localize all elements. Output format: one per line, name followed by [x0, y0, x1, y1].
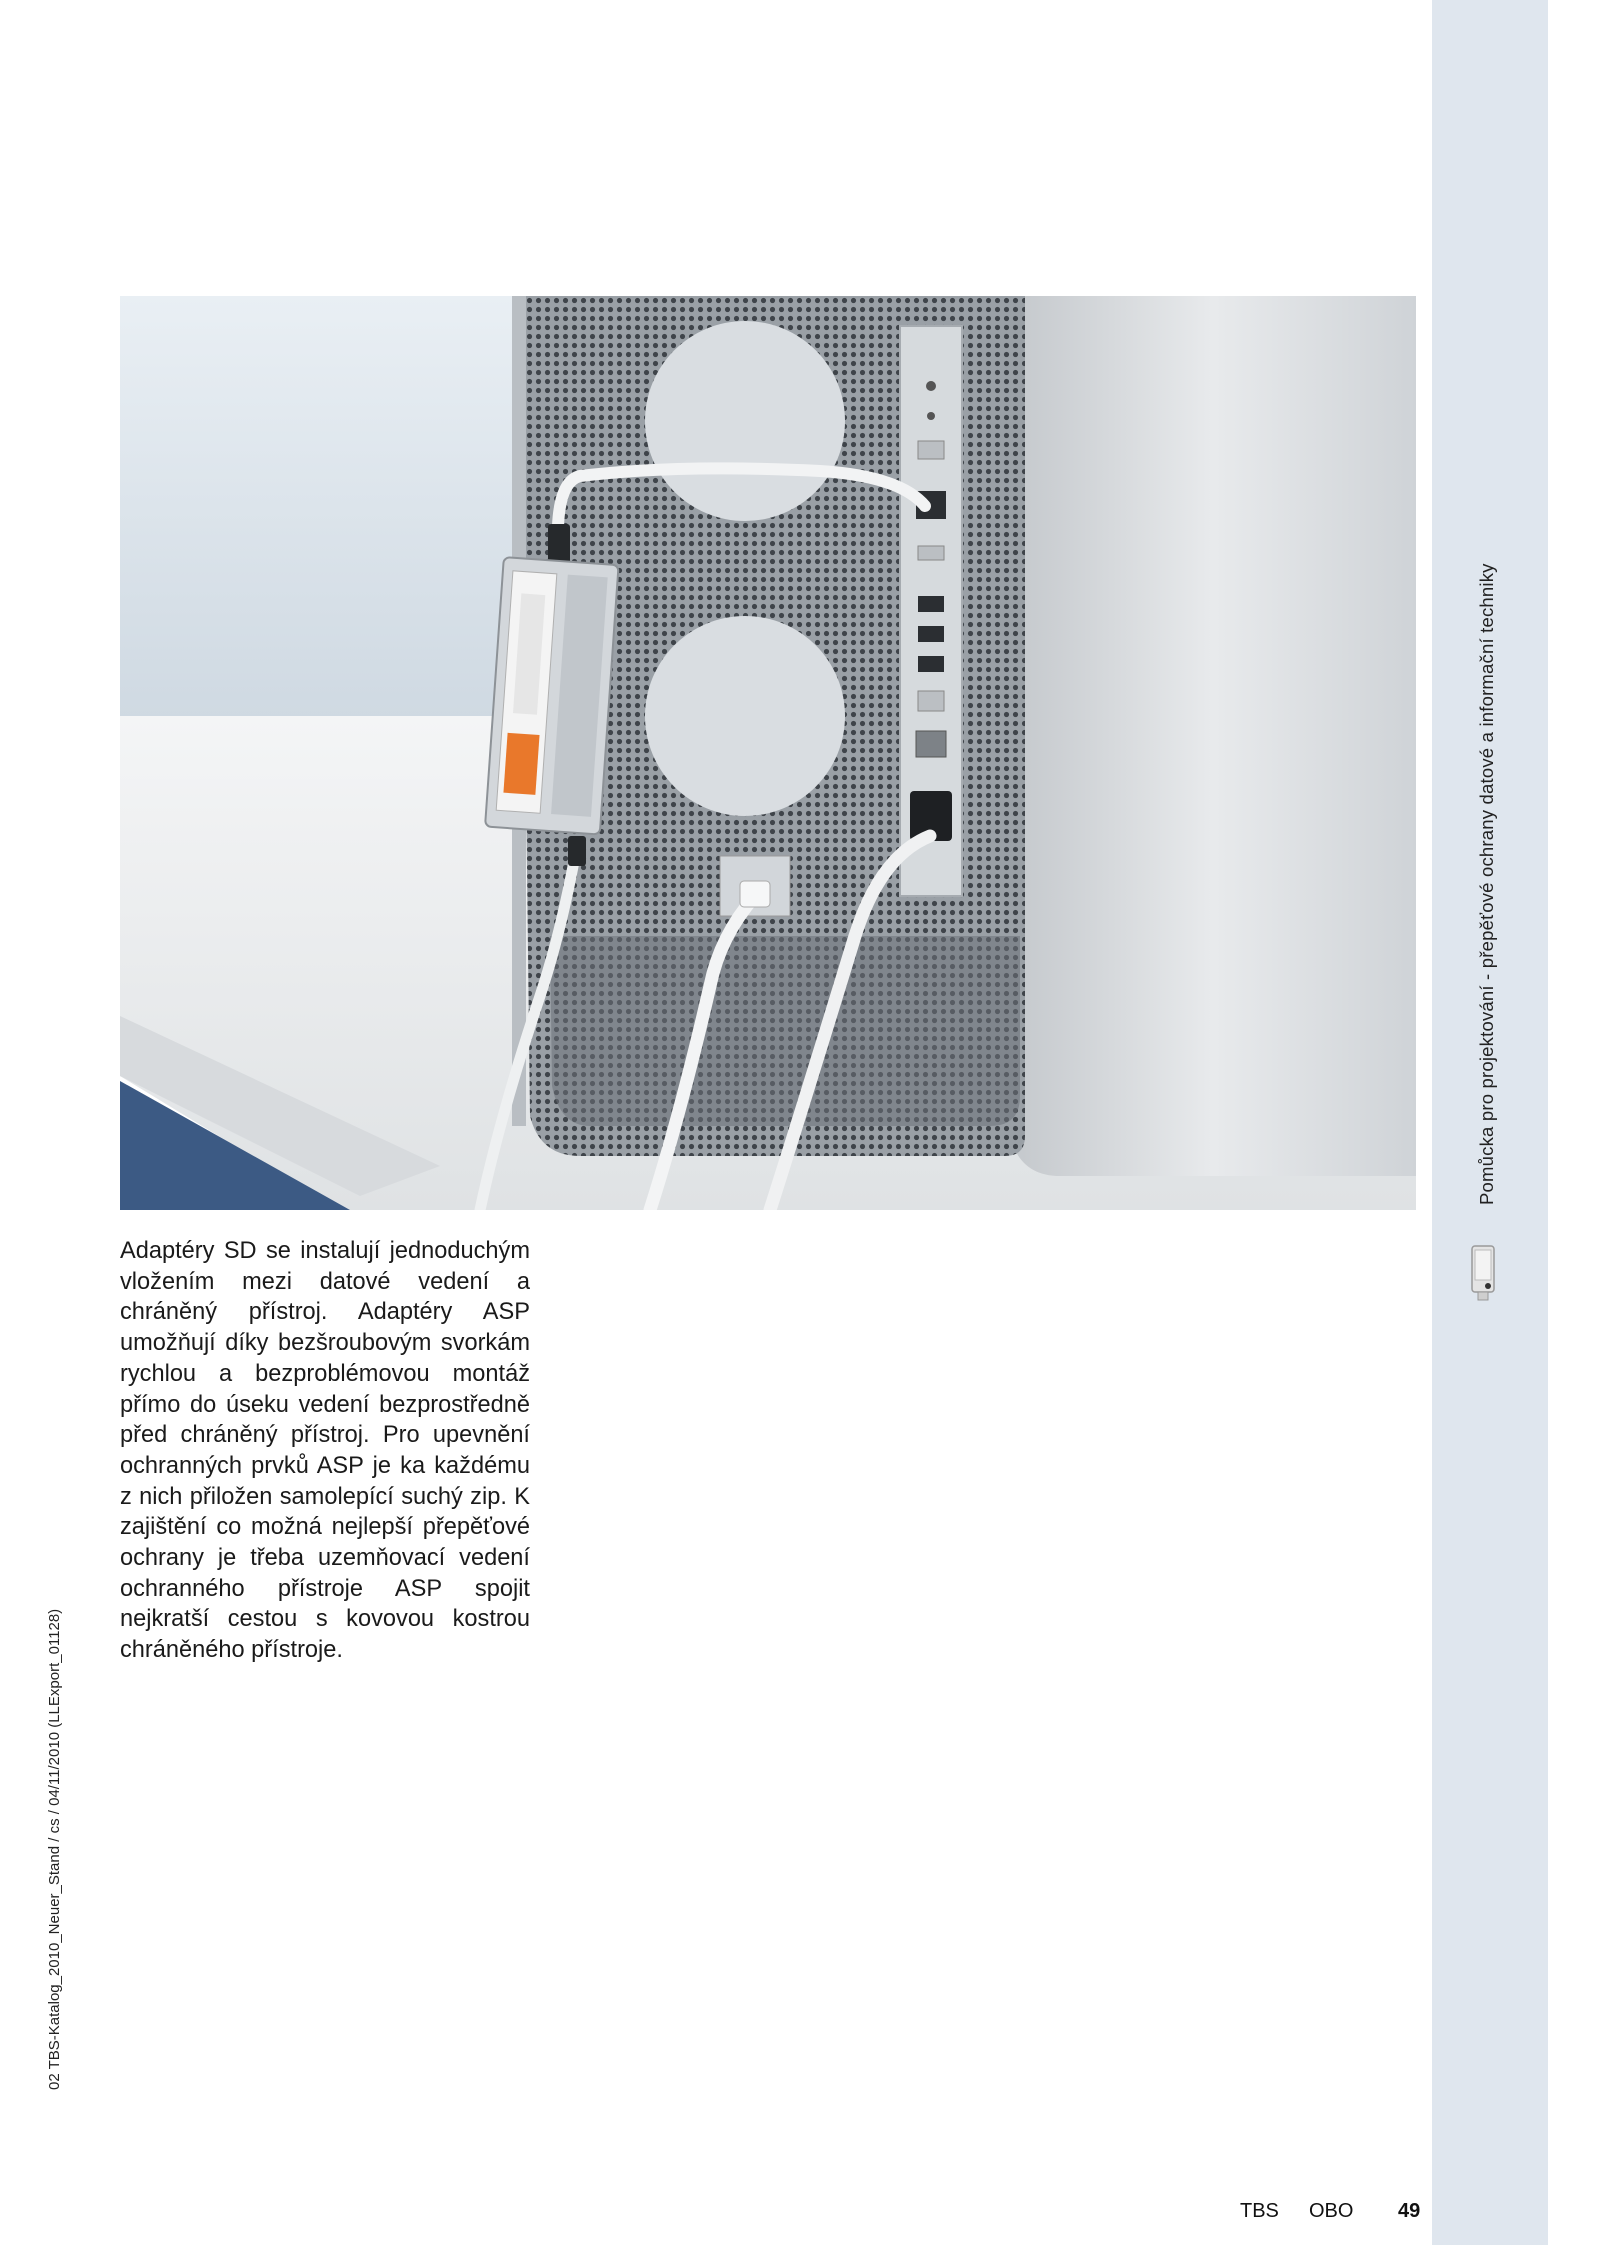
sidebar-section-title: Pomůcka pro projektování - přepěťové ochrany datové a informační techniky	[1476, 563, 1497, 1205]
print-metadata: 02 TBS-Katalog_2010_Neuer_Stand / cs / 04/11/2010 (LLExport_01128)	[46, 1608, 63, 2090]
body-paragraph: Adaptéry SD se instalují jednoduchým vložením mezi datové vedení a chráněný přístroj. Adaptéry ASP umožňují díky bezšroubovým svorkám rychlou a bezproblémovou montáž přímo do úseku vedení bezprostředně před chráněný přístroj. Pro upevnění ochranných prvků ASP je ka každému z nich přiložen samolepící suchý zip. K zajištění co možná nejlepší přepěťové ochrany je třeba uzemňovací vedení ochranného přístroje ASP spojit nejkratší cestou s kovovou kostrou chráněného přístroje.	[120, 1238, 530, 1664]
footer-brand-obo: OBO	[1309, 2200, 1354, 2222]
page-number: 49	[1398, 2200, 1421, 2222]
computer-with-surge-adapter-photo	[120, 296, 1416, 1210]
footer-brand-tbs: TBS	[1240, 2200, 1279, 2222]
adapter-thumbnail-icon	[1462, 1242, 1508, 1304]
